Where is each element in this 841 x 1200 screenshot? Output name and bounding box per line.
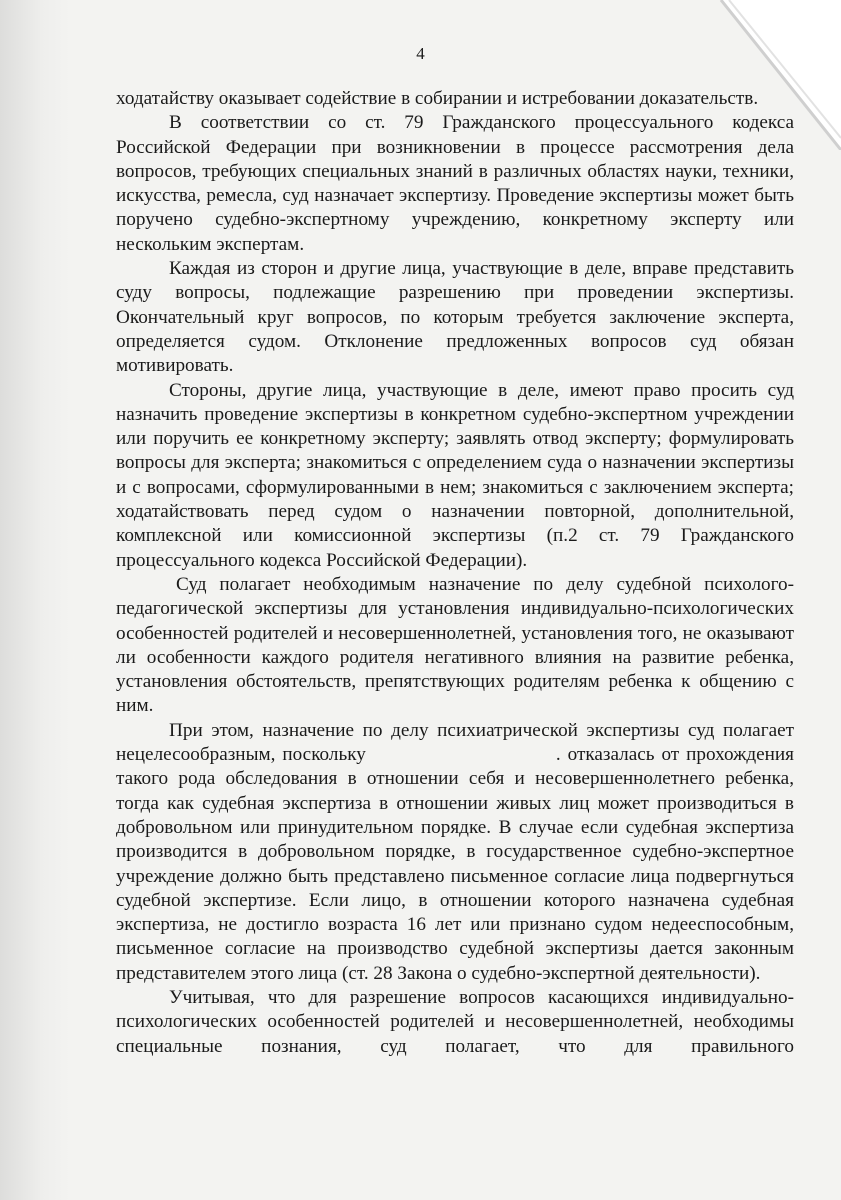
paragraph-closing: Учитывая, что для разрешение вопросов касающихся индивидуально-психологических особенностей родителей и несовершеннолетней, необходимы специальные познания, суд полагает, что для правильного [116,986,794,1057]
paragraph-evidence: ходатайству оказывает содействие в собирании и истребовании доказательств. [116,88,759,109]
page-number: 4 [416,44,425,63]
paragraph-article-79: В соответствии со ст. 79 Гражданского процессуального кодекса Российской Федерации при возникновении в процессе рассмотрения дела вопросов, требующих специальных знаний в различных областях науки, техники, искусства, ремесла, суд назначает экспертизу. Проведение экспертизы может быть поручено судебно-экспертному учреждению, конкретному эксперту или нескольким экспертам. [116,112,794,255]
paragraph-court-decision: Суд полагает необходимым назначение по делу судебной психолого-педагогической экспертизы для установления индивидуально-психологических особенностей родителей и несовершеннолетней, установления того, не оказывают ли особенности каждого родителя негативного влияния на развитие ребенка, установления обстоятельств, препятствующих родителям ребенка к общению с ним. [116,573,794,717]
scan-shadow [0,0,70,1200]
document-body [116,87,794,1059]
psychiatric-text-after: . отказалась от прохождения такого рода обследования в отношении себя и несовершеннолетнего ребенка, тогда как судебная экспертиза в отношении живых лиц может производиться в добровольном или принудительном порядке. В случае если судебная экспертиза производится в добровольном порядке, в государственное судебно-экспертное учреждение должно быть представлено письменное согласие лица подвергнуться судебной экспертизе. Если лицо, в отношении которого назначена судебная экспертиза, не достигло возраста 16 лет или признано судом недееспособным, письменное согласие на производство судебной экспертизы дается законным представителем этого лица (ст. 28 Закона о судебно-экспертной деятельности). [116,744,794,984]
paragraph-questions: Каждая из сторон и другие лица, участвующие в деле, вправе представить суду вопросы, подлежащие разрешению при проведении экспертизы. Окончательный круг вопросов, по которым требуется заключение эксперта, определяется судом. Отклонение предложенных вопросов суд обязан мотивировать. [116,258,794,377]
paragraph-psychiatric [116,719,794,986]
psychiatric-text-before: При этом, назначение по делу психиатрической экспертизы суд полагает нецелесообразным, поскольку [116,719,794,766]
paragraph-parties-rights: Стороны, другие лица, участвующие в деле, имеют право просить суд назначить проведение экспертизы в конкретном судебно-экспертном учреждении или поручить ее конкретному эксперту; заявлять отвод эксперту; формулировать вопросы для эксперта; знакомиться с определением суда о назначении экспертизы и с вопросами, сформулированными в нем; знакомиться с заключением эксперта; ходатайствовать перед судом о назначении повторной, дополнительной, комплексной или комиссионной экспертизы (п.2 ст. 79 Гражданского процессуального кодекса Российской Федерации). [116,379,794,571]
